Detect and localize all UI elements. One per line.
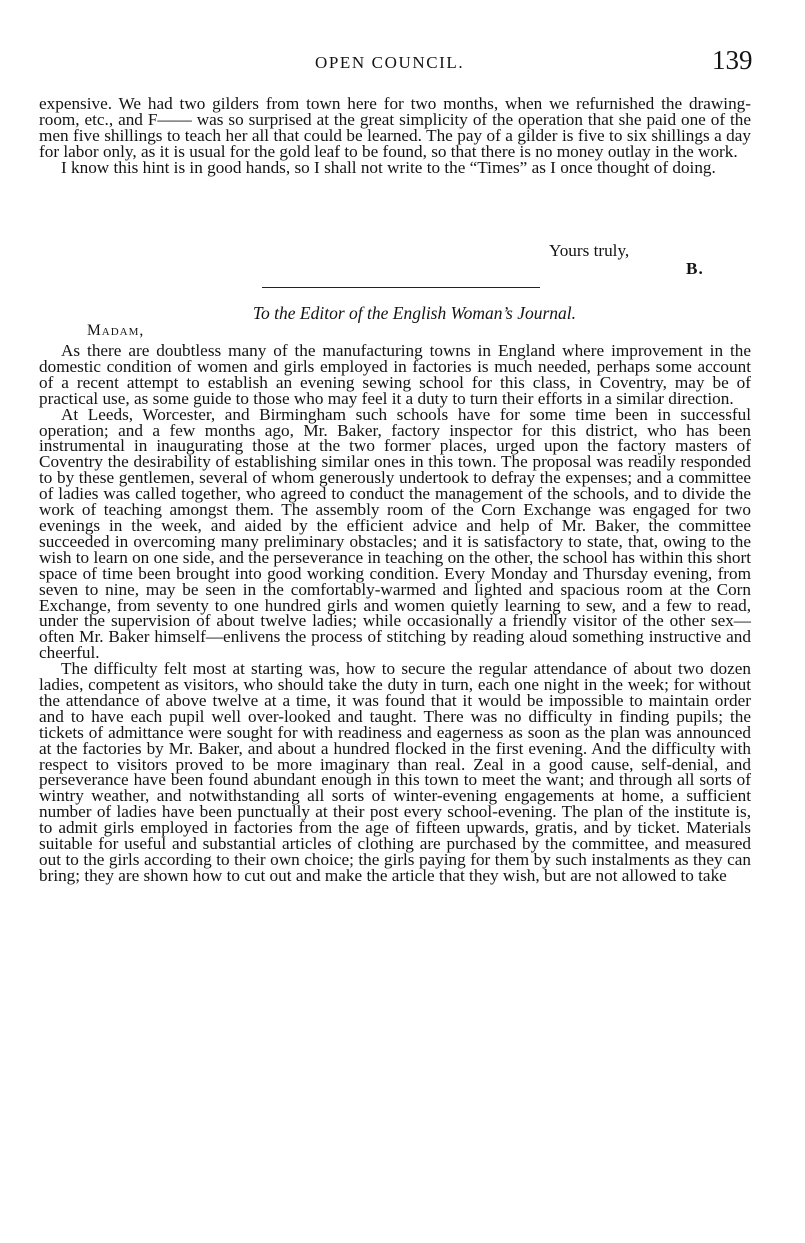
letter-one-paragraph: I know this hint is in good hands, so I shall not write to the “Times” as I once thought of doing. xyxy=(61,157,716,177)
letter-two-salutation: Madam, xyxy=(87,322,145,339)
letter-two-paragraph: At Leeds, Worcester, and Birmingham such schools have for some time been in successful operation; and a few months ago, Mr. Baker, factory inspector for this district, who has been instrumental in inaugurating those at the two former places, urged upon the factory masters of Coventry the desirability of establishing similar ones in this town. The proposal was readily responded to by these gentlemen, several of whom generously undertook to defray the expenses; and a committee of ladies was called together, who agreed to conduct the management of the schools, and to divide the work of teaching amongst them. The assembly room of the Corn Exchange was engaged for two evenings in the week, and aided by the efficient advice and help of Mr. Baker, the committee succeeded in overcoming many preliminary obstacles; and it is satisfactory to state, that, owing to the wish to learn on one side, and the perseverance in teaching on the other, the school has within this short space of time been brought into good working condition. Every Monday and Thursday evening, from seven to nine, may be seen in the comfortably-warmed and lighted and spacious room at the Corn Exchange, from seventy to one hundred girls and women quietly learning to sew, and a few to read, under the supervision of about twelve ladies; while occasionally a friendly visitor of the other sex—often Mr. Baker himself—enlivens the process of stitching by reading aloud something instructive and cheerful. xyxy=(39,404,751,663)
letter-one-body xyxy=(39,96,751,176)
letter-one-closing: Yours truly, xyxy=(549,241,630,260)
letter-one-signature: B. xyxy=(686,259,704,278)
letter-two-addressee: To the Editor of the English Woman’s Journal. xyxy=(252,303,577,323)
letter-two-paragraph: The difficulty felt most at starting was, how to secure the regular attendance of about two dozen ladies, competent as visitors, who should take the duty in turn, each one night in the week; for without the attendance of above twelve at a time, it was found that it would be impossible to maintain order and to have each pupil well over-looked and taught. There was no difficulty in finding pupils; the tickets of admittance were sought for with readiness and eagerness as soon as the plan was announced at the factories by Mr. Baker, and about a hundred flocked in the first evening. And the difficulty with respect to visitors proved to be more imaginary than real. Zeal in a good cause, self-denial, and perseverance have been found abundant enough in this town to meet the want; and through all sorts of wintry weather, and notwithstanding all sorts of winter-evening engagements at home, a sufficient number of ladies have been punctually at their post every school-evening. The plan of the institute is, to admit girls employed in factories from the age of fifteen upwards, gratis, and by ticket. Materials suitable for useful and substantial articles of clothing are purchased by the committee, and measured out to the girls according to their own choice; the girls paying for them by such instalments as they can bring; they are shown how to cut out and make the article that they wish, but are not allowed to take xyxy=(39,659,751,885)
letter-two-body xyxy=(39,343,751,884)
letter-two-paragraph: As there are doubtless many of the manufacturing towns in England where improvement in the domestic condition of women and girls employed in factories is much needed, perhaps some account of a recent attempt to establish an evening sewing school for this class, in Coventry, may be of practical use, as some guide to those who may feel it a duty to turn their efforts in a similar direction. xyxy=(39,341,751,408)
letter-one-paragraph: expensive. We had two gilders from town here for two months, when we refurnished the drawing-room, etc., and F—— was so surprised at the great simplicity of the operation that she paid one of the men five shillings to teach her all that could be learned. The pay of a gilder is five to six shillings a day for labor only, as it is usual for the gold leaf to be found, so that there is no money outlay in the work. xyxy=(39,94,751,161)
page-number: 139 xyxy=(712,45,753,75)
running-title: OPEN COUNCIL. xyxy=(315,53,465,72)
running-head xyxy=(0,45,805,79)
section-divider xyxy=(262,287,540,288)
